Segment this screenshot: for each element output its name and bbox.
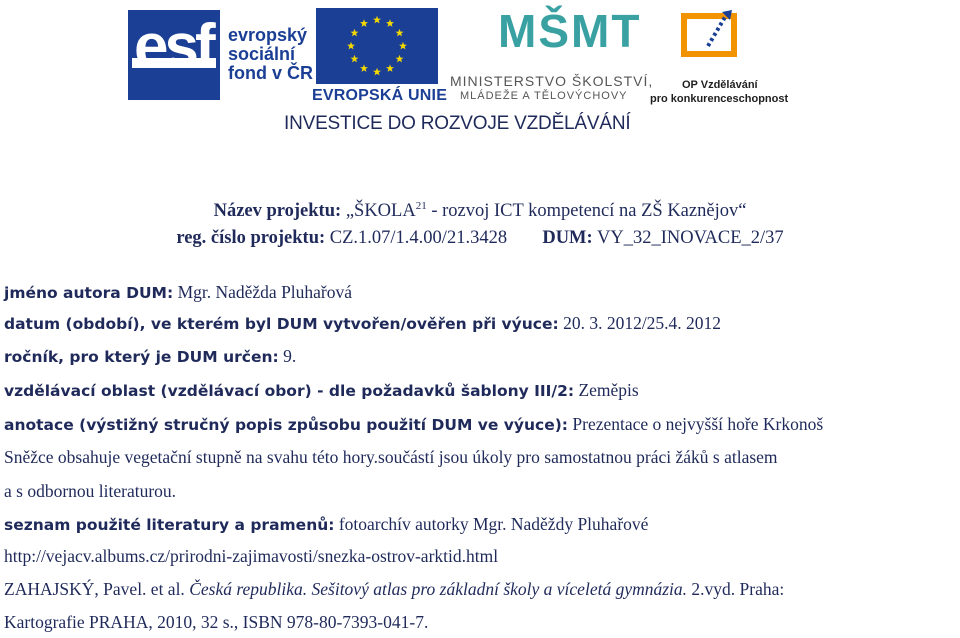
- source-url: http://vejacv.albums.cz/prirodni-zajimavosti/snezka-ostrov-arktid.html: [4, 546, 499, 566]
- msmt-logo: [450, 5, 654, 108]
- op-logo: [648, 6, 789, 106]
- project-name-pre: „ŠKOLA: [345, 201, 416, 222]
- project-name-post: - rozvoj ICT kompetencí na ZŠ Kaznějov“: [426, 201, 747, 222]
- eu-flag-logo: [316, 8, 438, 84]
- dum-value: VY_32_INOVACE_2/37: [596, 228, 784, 248]
- sources-value: fotoarchív autorky Mgr. Naděždy Pluhařové: [338, 514, 649, 534]
- annotation-line3: a s odbornou literaturou.: [4, 481, 177, 501]
- project-name-label: Název projektu:: [213, 201, 342, 222]
- esf-mark-text: esf: [134, 12, 212, 81]
- esf-mark: [128, 10, 220, 100]
- esf-text: [228, 26, 313, 83]
- op-line1: OP Vzdělávání: [682, 79, 758, 91]
- dum-label: DUM:: [542, 228, 593, 248]
- author-label: jméno autora DUM:: [4, 284, 174, 302]
- annotation-row: [4, 416, 823, 434]
- area-label: vzdělávací oblast (vzdělávací obor) - dle požadavků šablony III/2:: [4, 382, 575, 400]
- grade-label: ročník, pro který je DUM určen:: [4, 348, 279, 366]
- ref-title: Česká republika. Sešitový atlas pro základní školy a víceletá gymnázia.: [189, 579, 688, 599]
- logo-banner: [0, 0, 960, 140]
- reference-line1: [4, 581, 784, 599]
- msmt-mark: MŠMT: [498, 5, 642, 57]
- ref-author: ZAHAJSKÝ, Pavel. et al.: [4, 579, 185, 599]
- reference-line2: Kartografie PRAHA, 2010, 32 s., ISBN 978-80-7393-041-7.: [4, 612, 429, 632]
- date-label: datum (období), ve kterém byl DUM vytvořen/ověřen při výuce:: [4, 315, 559, 333]
- annotation-label: anotace (výstižný stručný popis způsobu použití DUM ve výuce):: [4, 416, 569, 434]
- esf-text-line: sociální: [228, 43, 296, 64]
- project-reg-value: CZ.1.07/1.4.00/21.3428: [329, 228, 508, 248]
- area-value: Zeměpis: [578, 380, 639, 400]
- sources-label: seznam použité literatury a pramenů:: [4, 516, 335, 534]
- eu-flag-icon: [316, 8, 438, 84]
- ref-rest: 2.vyd. Praha:: [691, 579, 785, 599]
- project-name-sup: 21: [415, 200, 427, 212]
- author-value: Mgr. Naděžda Pluhařová: [177, 282, 353, 302]
- eu-label: EVROPSKÁ UNIE: [312, 87, 448, 104]
- project-name-line: [0, 200, 960, 222]
- msmt-line2: MLÁDEŽE A TĚLOVÝCHOVY: [460, 90, 628, 102]
- annotation-line2: Sněžce obsahuje vegetační stupně na svahu této hory.součástí jsou úkoly pro samostatnou práci žáků s atlasem: [4, 447, 778, 467]
- project-reg-line: [0, 228, 960, 249]
- op-line2: pro konkurenceschopnost: [650, 93, 789, 105]
- op-arrow-icon: [678, 8, 740, 58]
- project-reg-label: reg. číslo projektu:: [176, 228, 326, 248]
- msmt-line1: MINISTERSTVO ŠKOLSTVÍ,: [450, 73, 654, 89]
- esf-text-line: fond v ČR: [228, 62, 313, 83]
- grade-row: [4, 348, 296, 366]
- esf-text-line: evropský: [228, 25, 308, 45]
- area-row: [4, 382, 639, 400]
- date-value: 20. 3. 2012/25.4. 2012: [563, 313, 722, 333]
- annotation-value: Prezentace o nejvyšší hoře Krkonoš: [572, 414, 824, 434]
- date-row: [4, 315, 721, 333]
- author-row: [4, 284, 352, 302]
- sources-row: [4, 516, 648, 534]
- tagline: INVESTICE DO ROZVOJE VZDĚLÁVÁNÍ: [284, 113, 631, 134]
- grade-value: 9.: [283, 346, 297, 366]
